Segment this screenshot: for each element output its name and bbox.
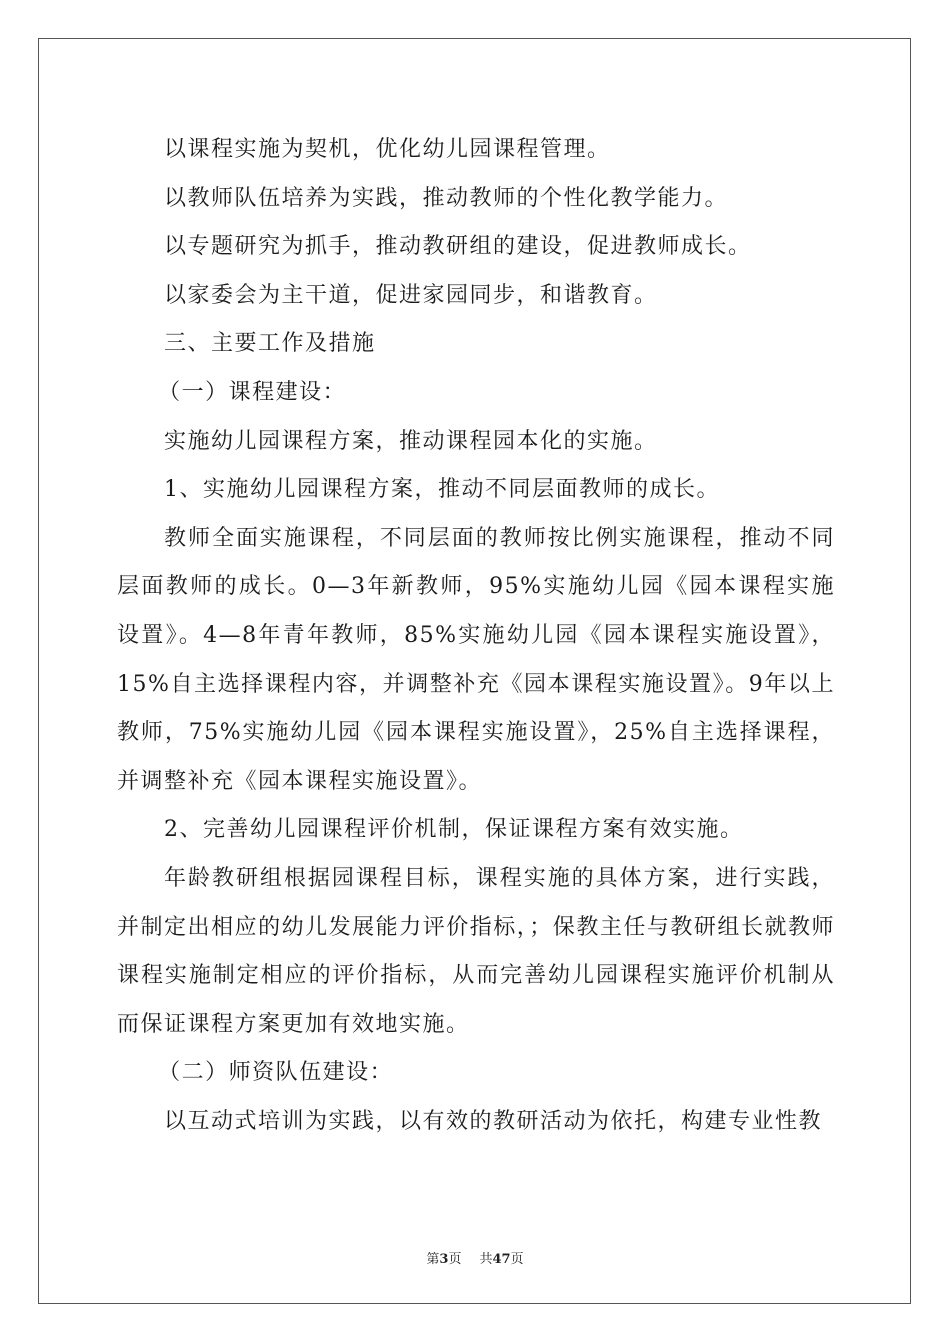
paragraph-last: 以互动式培训为实践，以有效的教研活动为依托，构建专业性教 <box>164 1108 823 1134</box>
subheading-teachers: （二）师资队伍建设： <box>158 1060 394 1086</box>
paragraph-4: 以家委会为主干道，促进家园同步，和谐教育。 <box>164 282 658 308</box>
footer-page-suffix: 页 <box>448 1252 462 1267</box>
footer-total-pages: 47 <box>492 1252 511 1267</box>
paragraph-2: 以教师队伍培养为实践，推动教师的个性化教学能力。 <box>164 185 729 211</box>
document-body <box>117 126 835 1146</box>
footer-total-prefix: 共 <box>479 1252 493 1267</box>
paragraph-7: 实施幼儿园课程方案，推动课程园本化的实施。 <box>164 428 658 454</box>
page-footer <box>0 1248 950 1267</box>
footer-total-suffix: 页 <box>510 1252 524 1267</box>
item-2-heading: 2、完善幼儿园课程评价机制，保证课程方案有效实施。 <box>164 817 744 843</box>
item-1-heading: 1、实施幼儿园课程方案，推动不同层面教师的成长。 <box>164 477 720 503</box>
item-2-body: 年龄教研组根据园课程目标，课程实施的具体方案，进行实践，并制定出相应的幼儿发展能力评价指标，；保教主任与教研组长就教师课程实施制定相应的评价指标，从而完善幼儿园课程实施评价机制从而保证课程方案更加有效地实施。 <box>117 865 835 1037</box>
footer-page-prefix: 第 <box>426 1252 440 1267</box>
section-heading-3: 三、主要工作及措施 <box>164 331 376 357</box>
footer-page-number: 3 <box>439 1252 449 1267</box>
paragraph-1: 以课程实施为契机，优化幼儿园课程管理。 <box>164 137 611 162</box>
subheading-curriculum: （一）课程建设： <box>158 379 347 405</box>
item-1-body: 教师全面实施课程，不同层面的教师按比例实施课程，推动不同层面教师的成长。0—3年新教师，95%实施幼儿园《园本课程实施设置》。4—8年青年教师，85%实施幼儿园《园本课程实施设置》，15%自主选择课程内容，并调整补充《园本课程实施设置》。9年以上教师，75%实施幼儿园《园本课程实施设置》，25%自主选择课程，并调整补充《园本课程实施设置》。 <box>117 525 835 794</box>
paragraph-3: 以专题研究为抓手，推动教研组的建设，促进教师成长。 <box>164 234 752 260</box>
